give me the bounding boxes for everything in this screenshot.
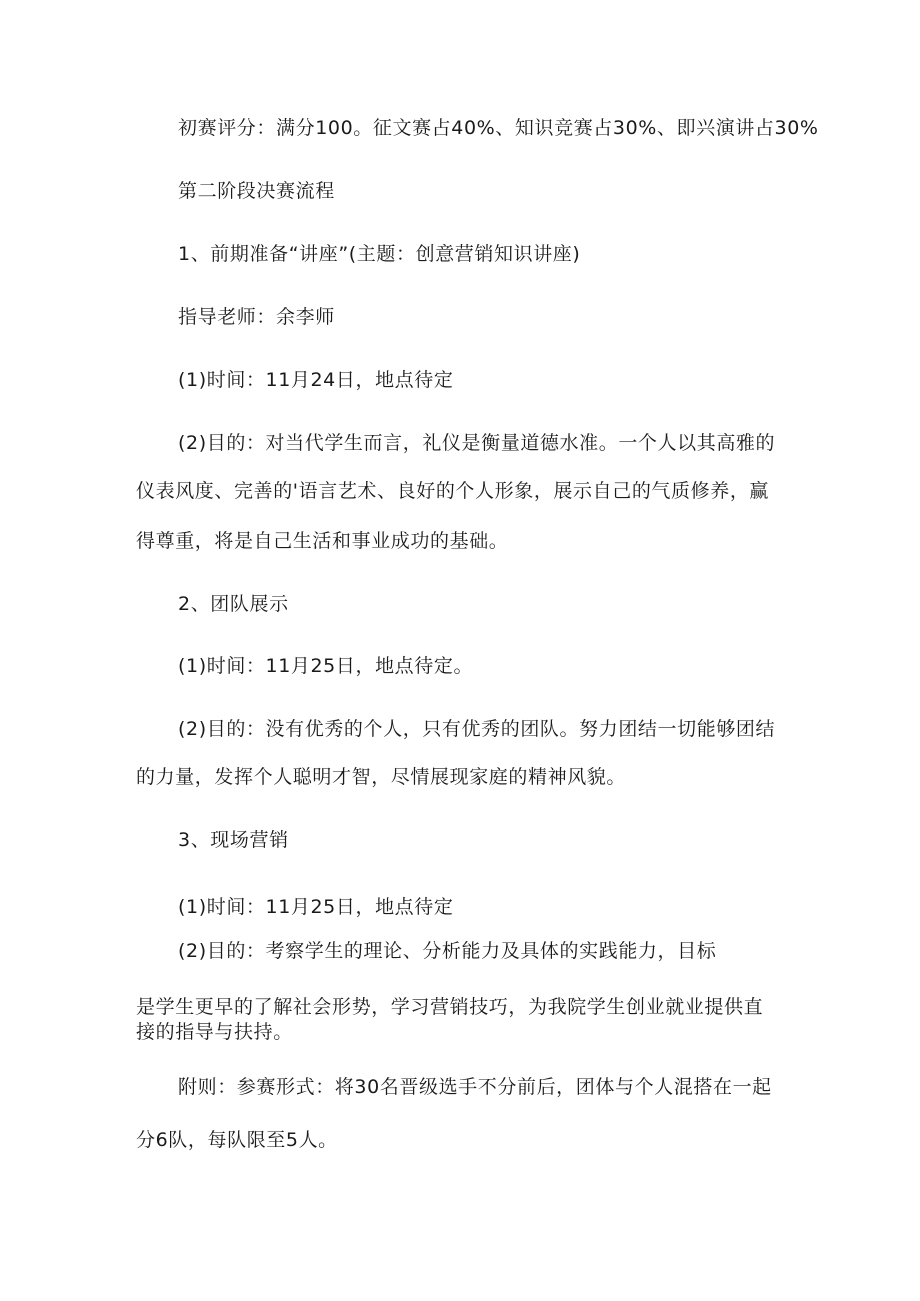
item-1-purpose-line-2: 仪表风度、完善的'语言艺术、良好的个人形象，展示自己的气质修养，赢 — [136, 480, 770, 502]
item-2-time: (1)时间：11月25日，地点待定。 — [178, 655, 474, 677]
item-2-purpose-line-1: (2)目的：没有优秀的个人，只有优秀的团队。努力团结一切能够团结 — [178, 718, 776, 740]
scoring-line: 初赛评分：满分100。征文赛占40%、知识竞赛占30%、即兴演讲占30% — [178, 117, 819, 139]
item-3-heading: 3、现场营销 — [178, 829, 289, 851]
appendix-line-1: 附则：参赛形式：将30名晋级选手不分前后，团体与个人混搭在一起 — [178, 1076, 772, 1098]
item-1-heading: 1、前期准备“讲座”(主题：创意营销知识讲座) — [178, 243, 581, 265]
item-1-time: (1)时间：11月24日，地点待定 — [178, 369, 454, 391]
item-3-purpose-line-1: (2)目的：考察学生的理论、分析能力及具体的实践能力，目标 — [178, 940, 717, 962]
item-3-time: (1)时间：11月25日，地点待定 — [178, 896, 454, 918]
instructor-line: 指导老师：余李师 — [178, 306, 335, 328]
item-2-heading: 2、团队展示 — [178, 593, 289, 615]
appendix-line-2: 分6队，每队限至5人。 — [136, 1129, 338, 1151]
item-3-purpose-line-2: 是学生更早的了解社会形势，学习营销技巧，为我院学生创业就业提供直 — [136, 996, 764, 1018]
section-heading: 第二阶段决赛流程 — [178, 180, 335, 202]
item-1-purpose-line-3: 得尊重，将是自己生活和事业成功的基础。 — [136, 530, 509, 552]
item-1-purpose-line-1: (2)目的：对当代学生而言，礼仪是衡量道德水准。一个人以其高雅的 — [178, 432, 776, 454]
item-2-purpose-line-2: 的力量，发挥个人聪明才智，尽情展现家庭的精神风貌。 — [136, 766, 627, 788]
item-3-purpose-line-3: 接的指导与扶持。 — [136, 1021, 293, 1043]
